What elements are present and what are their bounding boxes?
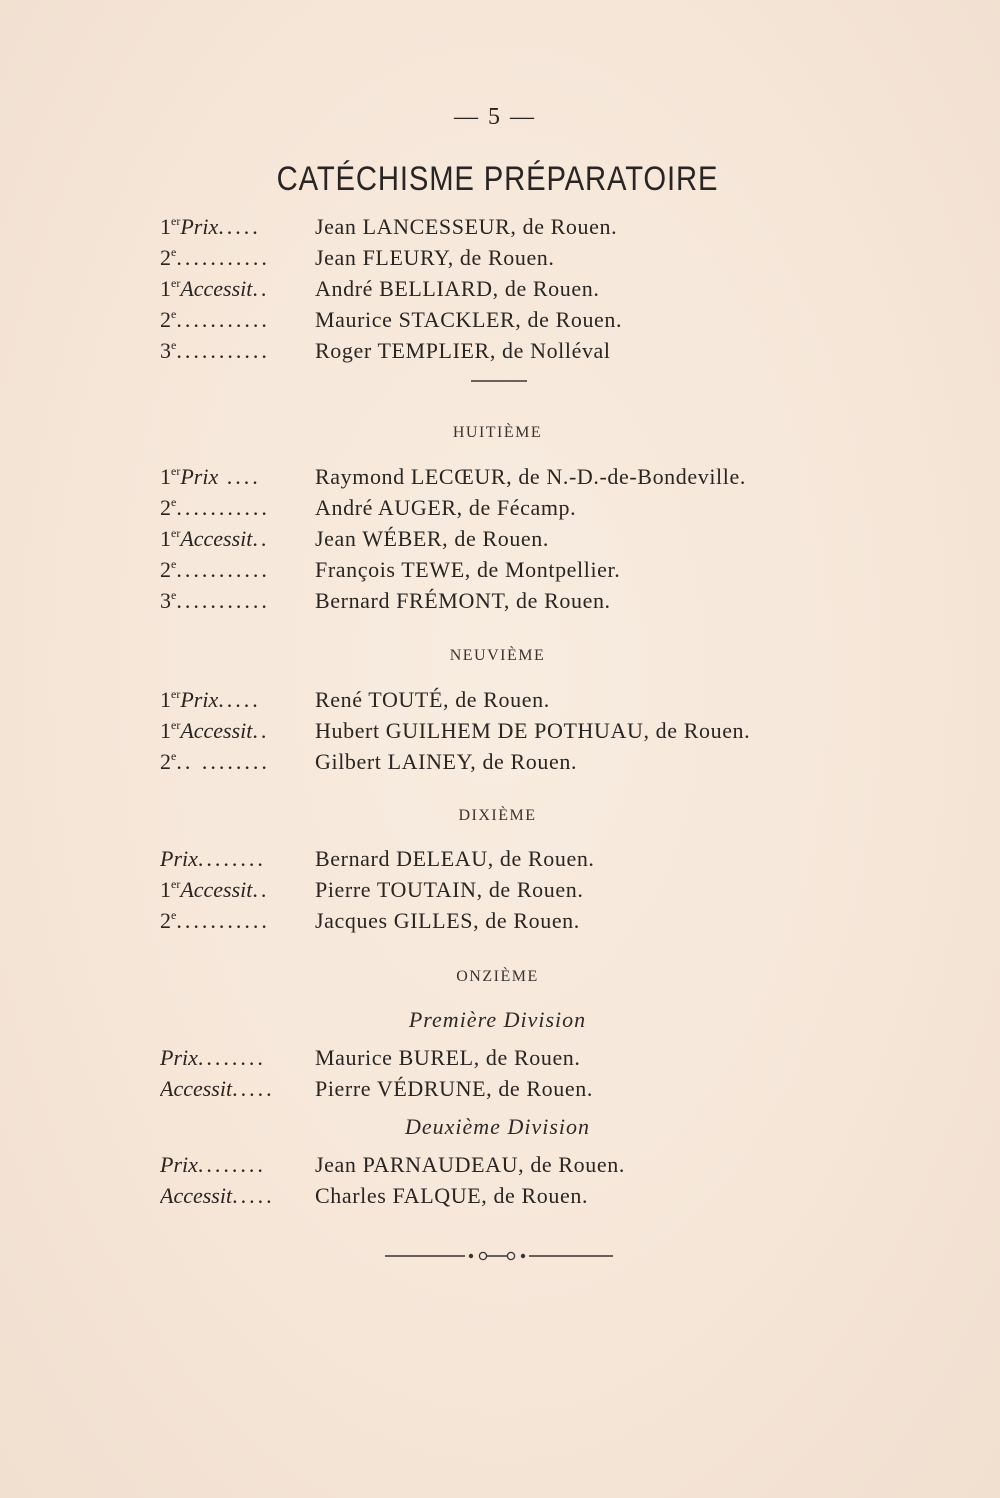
entry-name: Hubert GUILHEM DE POTHUAU, de Rouen. (315, 718, 751, 743)
entry-rank: 3e (160, 588, 177, 613)
entry-kind: Accessit (160, 1076, 233, 1101)
entry-name: Pierre VÉDRUNE, de Rouen. (315, 1076, 593, 1101)
section-title-neuvieme: NEUVIÈME (449, 647, 546, 664)
entry-name: Jean LANCESSEUR, de Rouen. (315, 214, 618, 239)
entry-label (160, 464, 310, 490)
entry-name: Bernard FRÉMONT, de Rouen. (315, 588, 611, 613)
entry-name: Roger TEMPLIER, de Nolléval (315, 338, 611, 363)
entry-label (160, 276, 310, 302)
entry-name: Bernard DELEAU, de Rouen. (315, 846, 595, 871)
entry-dots: .. (252, 276, 270, 301)
entry-label (160, 338, 310, 364)
entry-kind: Accessit (160, 1183, 233, 1208)
entry-name: Jean FLEURY, de Rouen. (315, 245, 555, 270)
entry-label (160, 1183, 310, 1209)
entry-rank: 1er (160, 877, 181, 902)
entry-kind: Accessit (180, 718, 253, 743)
entry-dots: ........... (176, 557, 270, 582)
entry-name: René TOUTÉ, de Rouen. (315, 687, 550, 712)
entry-kind: Prix (180, 687, 219, 712)
entry-dots: ........ (197, 846, 266, 871)
entry-rank: 2e (160, 307, 177, 332)
entry-name: Charles FALQUE, de Rouen. (315, 1183, 589, 1208)
entry-label (160, 908, 310, 934)
entry-label (160, 687, 310, 713)
entry-rank: 1er (160, 276, 181, 301)
entry-label (160, 214, 310, 240)
entry-name: Jean WÉBER, de Rouen. (315, 526, 549, 551)
entry-dots: ........... (176, 495, 270, 520)
entry-kind: Prix (160, 1152, 198, 1177)
entry-kind: Prix (160, 1045, 198, 1070)
entry-rank: 1er (160, 526, 181, 551)
entry-kind: Accessit (180, 526, 253, 551)
entry-rank: 2e (160, 495, 177, 520)
page-title: CATÉCHISME PRÉPARATOIRE (276, 160, 719, 198)
entry-rank: 1er (160, 718, 181, 743)
section-title-onzieme: ONZIÈME (456, 968, 539, 985)
entry-label (160, 846, 310, 872)
entry-name: François TEWE, de Montpellier. (315, 557, 621, 582)
entry-rank: 3e (160, 338, 177, 363)
entry-label (160, 245, 310, 271)
ornament-ring (507, 1252, 514, 1259)
entry-label (160, 307, 310, 333)
entry-rank: 1er (160, 214, 181, 239)
entry-dots: .. ........ (176, 749, 270, 774)
entry-label (160, 557, 310, 583)
entry-dots: ........... (176, 908, 270, 933)
entry-kind: Prix (180, 464, 219, 489)
entry-name: Jacques GILLES, de Rouen. (315, 908, 580, 933)
entry-name: André AUGER, de Fécamp. (315, 495, 577, 520)
entry-dots: ........... (176, 338, 270, 363)
entry-label (160, 718, 310, 744)
entry-rank: 2e (160, 245, 177, 270)
section-title-dixieme: DIXIÈME (458, 807, 537, 824)
entry-name: Maurice STACKLER, de Rouen. (315, 307, 623, 332)
entry-label (160, 495, 310, 521)
ornament-dot (521, 1254, 525, 1258)
section-divider (471, 380, 527, 382)
entry-label (160, 588, 310, 614)
entry-label (160, 1076, 310, 1102)
entry-kind: Prix (180, 214, 219, 239)
entry-rank: 2e (160, 908, 177, 933)
entry-dots: ..... (232, 1183, 275, 1208)
entry-kind: Prix (160, 846, 198, 871)
entry-kind: Accessit (180, 276, 253, 301)
entry-name: Pierre TOUTAIN, de Rouen. (315, 877, 584, 902)
entry-dots: ........... (176, 307, 270, 332)
entry-label (160, 1045, 310, 1071)
entry-dots: ..... (232, 1076, 275, 1101)
entry-rank: 1er (160, 687, 181, 712)
entry-dots: ........... (176, 588, 270, 613)
entry-label (160, 749, 310, 775)
division-title-first: Première Division (408, 1007, 587, 1032)
ornament-dot (469, 1254, 473, 1258)
entry-name: Jean PARNAUDEAU, de Rouen. (315, 1152, 625, 1177)
entry-dots: .. (252, 526, 270, 551)
entry-dots: ..... (218, 687, 261, 712)
entry-dots: .. (252, 877, 270, 902)
closing-ornament (385, 1246, 613, 1266)
entry-dots: ........ (197, 1152, 266, 1177)
ornament-ring (479, 1252, 486, 1259)
entry-name: Maurice BUREL, de Rouen. (315, 1045, 581, 1070)
entry-dots: ........... (176, 245, 270, 270)
entry-dots: ........ (197, 1045, 266, 1070)
entry-name: Raymond LECŒUR, de N.-D.-de-Bondeville. (315, 464, 746, 489)
entry-dots: .. (252, 718, 270, 743)
entry-label (160, 877, 310, 903)
entry-label (160, 526, 310, 552)
entry-label (160, 1152, 310, 1178)
entry-rank: 2e (160, 749, 177, 774)
entry-dots: ..... (218, 214, 261, 239)
entry-name: André BELLIARD, de Rouen. (315, 276, 600, 301)
entry-rank: 1er (160, 464, 181, 489)
entry-dots: .... (218, 464, 261, 489)
division-title-second: Deuxième Division (405, 1114, 590, 1139)
section-title-huitieme: HUITIÈME (452, 424, 543, 441)
entry-name: Gilbert LAINEY, de Rouen. (315, 749, 578, 774)
entry-kind: Accessit (180, 877, 253, 902)
page-number: — 5 — (454, 104, 536, 130)
entry-rank: 2e (160, 557, 177, 582)
